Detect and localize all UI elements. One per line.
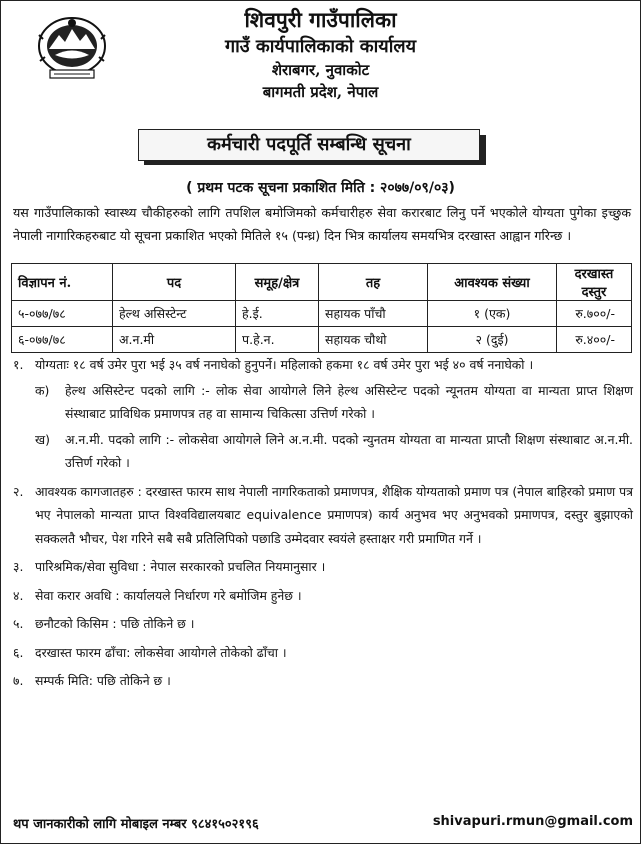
item-text: पारिश्रमिक/सेवा सुविधा : नेपाल सरकारको प्रचलित नियमानुसार । <box>35 559 326 574</box>
col-post: पद <box>113 264 236 301</box>
col-level: तह <box>319 264 428 301</box>
item-number: २. <box>13 483 24 499</box>
list-item-documents <box>13 480 633 551</box>
item-number: ३. <box>13 559 24 574</box>
office-address: शेराबगर, नुवाकोट <box>271 61 370 79</box>
col-ad-number: विज्ञापन नं. <box>12 264 113 301</box>
item-text: सेवा करार अवधि : कार्यालयले निर्धारण गरे बमोजिम हुनेछ । <box>35 587 302 603</box>
item-number: ५. <box>13 616 24 631</box>
item-text: छनौटको किसिम : पछि तोकिने छ । <box>35 616 195 631</box>
notice-title-box <box>138 129 480 161</box>
list-item-eligibility <box>13 353 633 377</box>
item-text: योग्यताः १८ वर्ष उमेर पुरा भई ३५ वर्ष ननाघेको हुनुपर्ने। महिलाको हकमा १८ वर्ष उमेर पुरा भई ४० वर्ष ननाघेको । <box>35 357 534 372</box>
cell-level: सहायक पाँचौ <box>319 301 428 327</box>
office-subtitle: गाउँ कार्यपालिकाको कार्यालय <box>224 36 417 57</box>
cell-ad-number: ६-०७७/७८ <box>12 327 113 353</box>
cell-level: सहायक चौथो <box>319 327 428 353</box>
sub-item-label: क) <box>35 382 50 398</box>
office-province: बागमती प्रदेश, नेपाल <box>262 83 379 101</box>
cell-post: हेल्थ असिस्टेन्ट <box>113 301 236 327</box>
table-row <box>12 301 632 327</box>
footer <box>13 814 633 832</box>
vacancy-table <box>11 263 632 353</box>
cell-fee: रु.७००/- <box>557 301 632 327</box>
cell-group: हे.ई. <box>236 301 319 327</box>
col-required-count: आवश्यक संख्या <box>428 264 557 301</box>
cell-required-count: १ (एक) <box>428 301 557 327</box>
office-name: शिवपुरी गाउँपालिका <box>244 7 397 32</box>
notice-title: कर्मचारी पदपूर्ति सम्बन्धि सूचना <box>138 129 480 161</box>
sub-item-text: अ.न.मी. पदको लागि :- लोकसेवा आयोगले लिने अ.न.मी. पदको न्युनतम योग्यता वा मान्यता प्राप्तौ शिक्षण संस्थाबाट अ.न.मी. उत्तिर्ण गरेको । <box>65 431 633 470</box>
list-item-selection-method <box>13 612 633 636</box>
sub-item-anm <box>35 428 633 475</box>
list-item-application-format <box>13 641 633 665</box>
publication-date: ( प्रथम पटक सूचना प्रकाशित मिति : २०७७/०९/०३) <box>186 180 455 196</box>
cell-ad-number: ५-०७७/७८ <box>12 301 113 327</box>
table-header-row <box>12 264 632 301</box>
item-number: ६. <box>13 644 24 660</box>
contact-email[interactable]: shivapuri.rmun@gmail.com <box>432 814 633 829</box>
item-number: ७. <box>13 673 24 688</box>
list-item-remuneration <box>13 555 633 579</box>
sub-item-label: ख) <box>35 431 50 447</box>
cell-group: प.हे.न. <box>236 327 319 353</box>
sub-item-text: हेल्थ असिस्टेन्ट पदको लागि :- लोक सेवा आयोगले लिने हेल्थ असिस्टेन्ट पदको न्यूनतम योग्यता वा मान्यता प्राप्त शिक्षण संस्थाबाट प्राविधिक प्रमाणपत्र तह वा सामान्य चिकित्सा उत्तिर्ण गरेको । <box>65 382 633 421</box>
col-group: समूह/क्षेत्र <box>236 264 319 301</box>
list-item-contract-period <box>13 584 633 608</box>
government-emblem-logo <box>35 15 109 81</box>
cell-required-count: २ (दुई) <box>428 327 557 353</box>
cell-fee: रु.४००/- <box>557 327 632 353</box>
item-text: सम्पर्क मिति: पछि तोकिने छ । <box>35 673 171 688</box>
item-number: १. <box>13 357 24 372</box>
item-text: आवश्यक कागजातहरु : दरखास्त फारम साथ नेपाली नागरिकताको प्रमाणपत्र, शैक्षिक योग्यताको प्रमाण पत्र (नेपाल बाहिरको प्रमाण पत्र भए नेपालको मान्यता प्राप्त विश्वविद्यालयबाट equivalence प्रमाणपत्र) कार्य अनुभव भए अनुभवको प्रमाणपत्र, दस्तुर बुझाएको सक्कलतै भौचर, पेश गरिने सबै सबै प्रतिलिपिको पछाडि उम्मेदवार स्वयंले हस्ताक्षर गरी प्रमाणित गर्ने । <box>35 483 633 546</box>
item-number: ४. <box>13 587 24 603</box>
sub-item-health-assistant <box>35 379 633 426</box>
col-fee: दरखास्त दस्तुर <box>557 264 632 301</box>
conditions-list <box>13 353 633 693</box>
item-text: दरखास्त फारम ढाँचा: लोकसेवा आयोगले तोकेको ढाँचा । <box>35 644 287 660</box>
list-item-contact-date <box>13 669 633 693</box>
cell-post: अ.न.मी <box>113 327 236 353</box>
intro-paragraph: यस गाउँपालिकाको स्वास्थ्य चौकीहरुको लागि तपशिल बमोजिमको कर्मचारीहरु सेवा करारबाट लिनु पर्ने भएकोले योग्यता पुगेका इच्छुक नेपाली नागारिकहरुबाट यो सूचना प्रकाशित भएको मितिले १५ (पन्ध्र) दिन भित्र कार्यालय समयभित्र दरखास्त आह्वान गरिन्छ । <box>13 205 631 243</box>
contact-phone: थप जानकारीको लागि मोबाइल नम्बर ९८४१५०२१९६ <box>13 817 259 832</box>
table-row <box>12 327 632 353</box>
